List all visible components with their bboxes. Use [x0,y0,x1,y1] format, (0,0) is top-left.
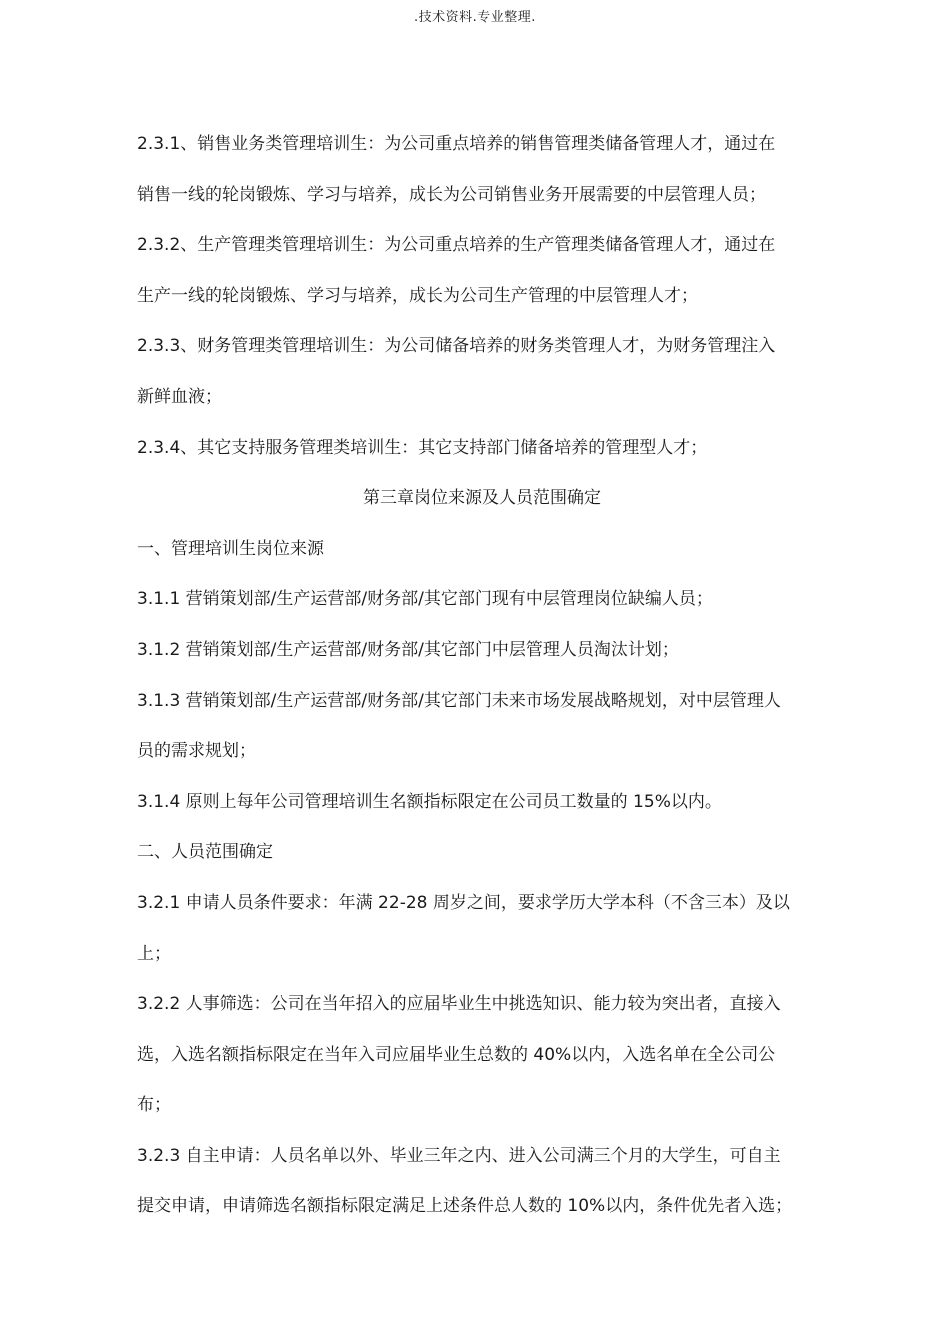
text-line: 3.1.2 营销策划部/生产运营部/财务部/其它部门中层管理人员淘汰计划； [137,639,679,660]
text-line: 提交申请，申请筛选名额指标限定满足上述条件总人数的 10%以内，条件优先者入选； [137,1196,793,1217]
document-body [137,119,827,1232]
text-line: 3.1.3 营销策划部/生产运营部/财务部/其它部门未来市场发展战略规划，对中层管理人 [137,690,781,711]
text-line: 2.3.3、财务管理类管理培训生：为公司储备培养的财务类管理人才，为财务管理注入 [137,336,776,357]
text-line: 3.2.3 自主申请：人员名单以外、毕业三年之内、进入公司满三个月的大学生，可自主 [137,1145,781,1166]
text-line: 3.2.1 申请人员条件要求：年满 22-28 周岁之间，要求学历大学本科（不含三本）及以 [137,892,790,913]
page-header: .技术资料.专业整理. [414,10,536,25]
text-line: 上； [137,943,171,964]
chapter-heading: 第三章岗位来源及人员范围确定 [363,488,601,509]
text-line: 3.1.4 原则上每年公司管理培训生名额指标限定在公司员工数量的 15%以内。 [137,791,722,812]
section-heading: 一、管理培训生岗位来源 [137,538,324,559]
text-line: 3.1.1 营销策划部/生产运营部/财务部/其它部门现有中层管理岗位缺编人员； [137,589,713,610]
text-line: 2.3.1、销售业务类管理培训生：为公司重点培养的销售管理类储备管理人才，通过在 [137,134,776,154]
text-line: 新鲜血液； [137,386,222,407]
text-line: 3.2.2 人事筛选：公司在当年招入的应届毕业生中挑选知识、能力较为突出者，直接入 [137,994,781,1015]
text-line: 生产一线的轮岗锻炼、学习与培养，成长为公司生产管理的中层管理人才； [137,285,698,306]
text-line: 选，入选名额指标限定在当年入司应届毕业生总数的 40%以内，入选名单在全公司公 [137,1044,776,1065]
text-line: 销售一线的轮岗锻炼、学习与培养，成长为公司销售业务开展需要的中层管理人员； [137,184,766,205]
section-heading: 二、人员范围确定 [137,842,273,863]
text-line: 布； [137,1095,171,1116]
text-line: 2.3.4、其它支持服务管理类培训生：其它支持部门储备培养的管理型人才； [137,437,708,458]
text-line: 员的需求规划； [137,741,256,762]
text-line: 2.3.2、生产管理类管理培训生：为公司重点培养的生产管理类储备管理人才，通过在 [137,235,776,256]
